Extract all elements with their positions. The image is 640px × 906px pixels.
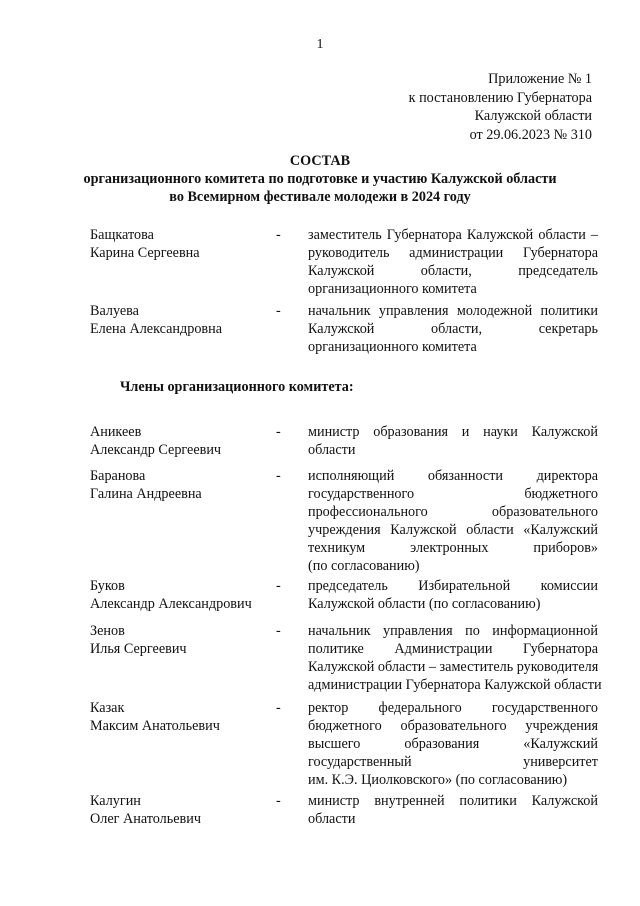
- person-surname: Бащкатова: [90, 227, 154, 243]
- person-given-name: Илья Сергеевич: [90, 641, 187, 657]
- members-section-title: Члены организационного комитета:: [120, 379, 354, 395]
- person-name: [90, 423, 270, 459]
- position-line: заместитель Губернатора Калужской области –: [308, 227, 598, 243]
- position-line: организационного комитета: [308, 281, 477, 297]
- position-line: Калужской области, секретарь: [308, 321, 598, 337]
- position-line: государственный университет: [308, 754, 598, 770]
- dash-separator: -: [276, 623, 281, 639]
- position-line: начальник управления по информационной: [308, 623, 598, 639]
- person-surname: Калугин: [90, 793, 141, 809]
- person-given-name: Елена Александровна: [90, 321, 222, 337]
- person-surname: Баранова: [90, 468, 146, 484]
- person-position: [308, 467, 598, 575]
- person-given-name: Максим Анатольевич: [90, 718, 220, 734]
- position-line: председатель Избирательной комиссии: [308, 578, 598, 594]
- position-line: политике Администрации Губернатора: [308, 641, 598, 657]
- document-heading: [0, 152, 640, 206]
- position-line: начальник управления молодежной политики: [308, 303, 598, 319]
- person-surname: Зенов: [90, 623, 125, 639]
- person-name: [90, 792, 270, 828]
- person-position: [308, 699, 598, 789]
- dash-separator: -: [276, 700, 281, 716]
- position-line: области: [308, 442, 356, 458]
- position-line: области: [308, 811, 356, 827]
- position-line: министр образования и науки Калужской: [308, 424, 598, 440]
- person-surname: Буков: [90, 578, 125, 594]
- position-line: организационного комитета: [308, 339, 477, 355]
- person-position: [308, 577, 598, 613]
- person-given-name: Карина Сергеевна: [90, 245, 200, 261]
- person-given-name: Александр Александрович: [90, 596, 252, 612]
- appendix-line: от 29.06.2023 № 310: [469, 126, 592, 143]
- person-name: [90, 302, 270, 338]
- position-line: государственного бюджетного: [308, 486, 598, 502]
- position-line: ректор федерального государственного: [308, 700, 598, 716]
- position-line: Калужской области, председатель: [308, 263, 598, 279]
- position-line: руководитель администрации Губернатора: [308, 245, 598, 261]
- person-position: [308, 302, 598, 356]
- person-name: [90, 699, 270, 735]
- person-name: [90, 226, 270, 262]
- dash-separator: -: [276, 793, 281, 809]
- page-number: 1: [316, 37, 324, 52]
- dash-separator: -: [276, 578, 281, 594]
- person-surname: Аникеев: [90, 424, 142, 440]
- heading-title: СОСТАВ: [289, 153, 351, 169]
- position-line: учреждения Калужской области «Калужский: [308, 522, 598, 538]
- position-line: им. К.Э. Циолковского» (по согласованию): [308, 772, 568, 788]
- person-position: [308, 226, 598, 298]
- dash-separator: -: [276, 424, 281, 440]
- person-given-name: Олег Анатольевич: [90, 811, 201, 827]
- dash-separator: -: [276, 227, 281, 243]
- position-line: Калужской области – заместитель руководителя: [308, 659, 599, 675]
- position-line: исполняющий обязанности директора: [308, 468, 598, 484]
- position-line: бюджетного образовательного учреждения: [308, 718, 598, 734]
- appendix-line: к постановлению Губернатора: [408, 89, 592, 106]
- person-given-name: Галина Андреевна: [90, 486, 202, 502]
- person-name: [90, 467, 270, 503]
- position-line: Калужской области (по согласованию): [308, 596, 541, 612]
- heading-line: во Всемирном фестивале молодежи в 2024 году: [169, 189, 471, 205]
- person-surname: Валуева: [90, 303, 139, 319]
- position-line: (по согласованию): [308, 558, 420, 574]
- appendix-line: Калужской области: [474, 108, 592, 124]
- person-name: [90, 577, 270, 613]
- person-position: [308, 792, 598, 828]
- heading-line: организационного комитета по подготовке и участию Калужской области: [83, 171, 557, 187]
- appendix-block: [409, 70, 592, 144]
- dash-separator: -: [276, 303, 281, 319]
- person-surname: Казак: [90, 700, 125, 716]
- appendix-line: Приложение № 1: [488, 71, 592, 87]
- position-line: администрации Губернатора Калужской области: [308, 677, 602, 693]
- dash-separator: -: [276, 468, 281, 484]
- position-line: высшего образования «Калужский: [308, 736, 598, 752]
- position-line: министр внутренней политики Калужской: [308, 793, 598, 809]
- person-name: [90, 622, 270, 658]
- person-given-name: Александр Сергеевич: [90, 442, 222, 458]
- person-position: [308, 423, 598, 459]
- position-line: техникум электронных приборов»: [308, 540, 598, 556]
- position-line: профессионального образовательного: [308, 504, 598, 520]
- person-position: [308, 622, 602, 694]
